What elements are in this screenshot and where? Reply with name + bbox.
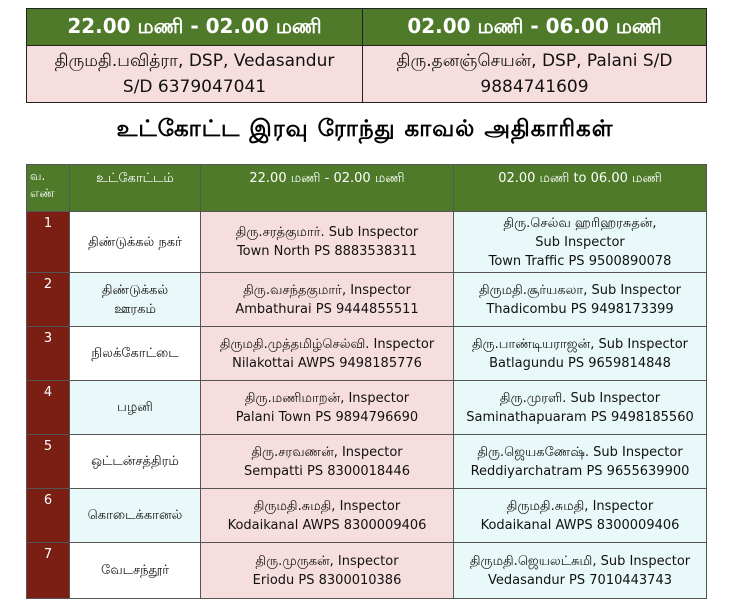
row-shift2-officer: [454, 489, 707, 543]
row-sno: 4: [27, 381, 70, 435]
table-row: [27, 327, 707, 381]
shift2-line: திரு.முரளி. Sub Inspector: [499, 390, 661, 406]
row-sno: 6: [27, 489, 70, 543]
row-shift1-officer: [201, 435, 454, 489]
table-header-row: [27, 165, 707, 212]
row-shift1-officer: [201, 489, 454, 543]
table-row: [27, 381, 707, 435]
table-row: [27, 273, 707, 327]
shift2-line: திரு.ஜெயகணேஷ். Sub Inspector: [477, 444, 683, 460]
shift2-line: Town Traffic PS 9500890078: [488, 253, 672, 269]
shift1-line: திருமதி.சுமதி, Inspector: [253, 498, 401, 514]
shift1-line: திரு.முருகன், Inspector: [255, 553, 399, 569]
row-shift1-officer: [201, 212, 454, 273]
row-subdivision: வேடசந்தூர்: [70, 543, 201, 599]
section-title: உட்கோட்ட இரவு ரோந்து காவல் அதிகாரிகள்: [116, 116, 614, 142]
table-row: [27, 435, 707, 489]
row-subdivision: ஒட்டன்சத்திரம்: [70, 435, 201, 489]
header-sno-line1: வ.: [30, 169, 46, 183]
row-shift2-officer: [454, 212, 707, 273]
row-subdivision: நிலக்கோட்டை: [70, 327, 201, 381]
shift1-line: Eriodu PS 8300010386: [252, 572, 402, 588]
row-sno: 5: [27, 435, 70, 489]
shift1-line: திரு.வசந்தகுமார், Inspector: [243, 282, 411, 298]
row-subdivision: [70, 273, 201, 327]
dsp-officer2-name: திரு.தனஞ்செயன், DSP, Palani S/D: [396, 51, 673, 71]
table-row: [27, 212, 707, 273]
row-shift2-officer: [454, 273, 707, 327]
shift1-line: திருமதி.முத்தமிழ்செல்வி. Inspector: [219, 336, 435, 352]
table-row: [27, 489, 707, 543]
row-sno: 1: [27, 212, 70, 273]
header-sno: [27, 165, 70, 212]
row-shift2-officer: [454, 381, 707, 435]
row-shift2-officer: [454, 435, 707, 489]
row-shift1-officer: [201, 273, 454, 327]
header-shift1: 22.00 மணி - 02.00 மணி: [201, 165, 454, 212]
shift1-line: Sempatti PS 8300018446: [243, 463, 410, 479]
patrol-table: [26, 164, 707, 599]
dsp-table: [26, 8, 707, 103]
shift1-line: திரு.சரவணன், Inspector: [251, 444, 403, 460]
shift2-line: திரு.பாண்டியராஜன், Sub Inspector: [471, 336, 689, 352]
row-subdivision: பழனி: [70, 381, 201, 435]
shift2-line: Saminathapuaram PS 9498185560: [466, 409, 694, 425]
shift1-line: திரு.மணிமாறன், Inspector: [244, 390, 410, 406]
dsp-officer-row: [27, 46, 707, 103]
row-sno: 7: [27, 543, 70, 599]
row-subdivision: திண்டுக்கல் நகர்: [70, 212, 201, 273]
table-row: [27, 543, 707, 599]
row-shift1-officer: [201, 381, 454, 435]
dsp-officer1-phone: S/D 6379047041: [122, 77, 267, 97]
row-subdivision-text: திண்டுக்கல் ஊரகம்: [101, 282, 169, 317]
row-shift2-officer: [454, 327, 707, 381]
shift1-line: Town North PS 8883538311: [236, 244, 418, 259]
row-shift1-officer: [201, 327, 454, 381]
shift1-line: Palani Town PS 9894796690: [235, 409, 419, 425]
shift2-line: Vedasandur PS 7010443743: [488, 572, 672, 588]
dsp-header-row: [27, 9, 707, 46]
shift2-line: திருமதி.சூர்யகலா, Sub Inspector: [478, 282, 681, 298]
shift2-line: திருமதி.சுமதி, Inspector: [506, 498, 654, 514]
row-shift1-officer: [201, 543, 454, 599]
header-subdivision: உட்கோட்டம்: [70, 165, 201, 212]
row-subdivision: கொடைக்கானல்: [70, 489, 201, 543]
shift1-line: திரு.சரத்குமார். Sub Inspector: [235, 225, 419, 240]
shift1-line: Nilakottai AWPS 9498185776: [232, 355, 422, 371]
row-sno: 2: [27, 273, 70, 327]
dsp-officer1-cell: [27, 46, 363, 103]
header-shift2: 02.00 மணி to 06.00 மணி: [454, 165, 707, 212]
dsp-shift2-header: 02.00 மணி - 06.00 மணி: [363, 9, 707, 46]
shift2-line: Batlagundu PS 9659814848: [489, 355, 671, 371]
shift2-line: Reddiyarchatram PS 9655639900: [470, 463, 690, 479]
shift1-line: Kodaikanal AWPS 8300009406: [227, 517, 427, 533]
row-sno: 3: [27, 327, 70, 381]
dsp-officer2-cell: [363, 46, 707, 103]
header-sno-line2: எண்: [30, 186, 55, 200]
shift1-line: Ambathurai PS 9444855511: [235, 301, 419, 317]
shift2-line: Sub Inspector: [535, 234, 625, 250]
dsp-officer1-name: திருமதி.பவித்ரா, DSP, Vedasandur: [54, 51, 335, 71]
dsp-officer2-phone: 9884741609: [480, 77, 589, 97]
shift2-line: Kodaikanal AWPS 8300009406: [480, 517, 680, 533]
shift2-line: திருமதி.ஜெயலட்சுமி, Sub Inspector: [469, 553, 691, 569]
dsp-shift1-header: 22.00 மணி - 02.00 மணி: [27, 9, 363, 46]
shift2-line: திரு.செல்வ ஹரிஹரசுதன்,: [503, 215, 657, 231]
shift2-line: Thadicombu PS 9498173399: [486, 301, 674, 317]
row-shift2-officer: [454, 543, 707, 599]
